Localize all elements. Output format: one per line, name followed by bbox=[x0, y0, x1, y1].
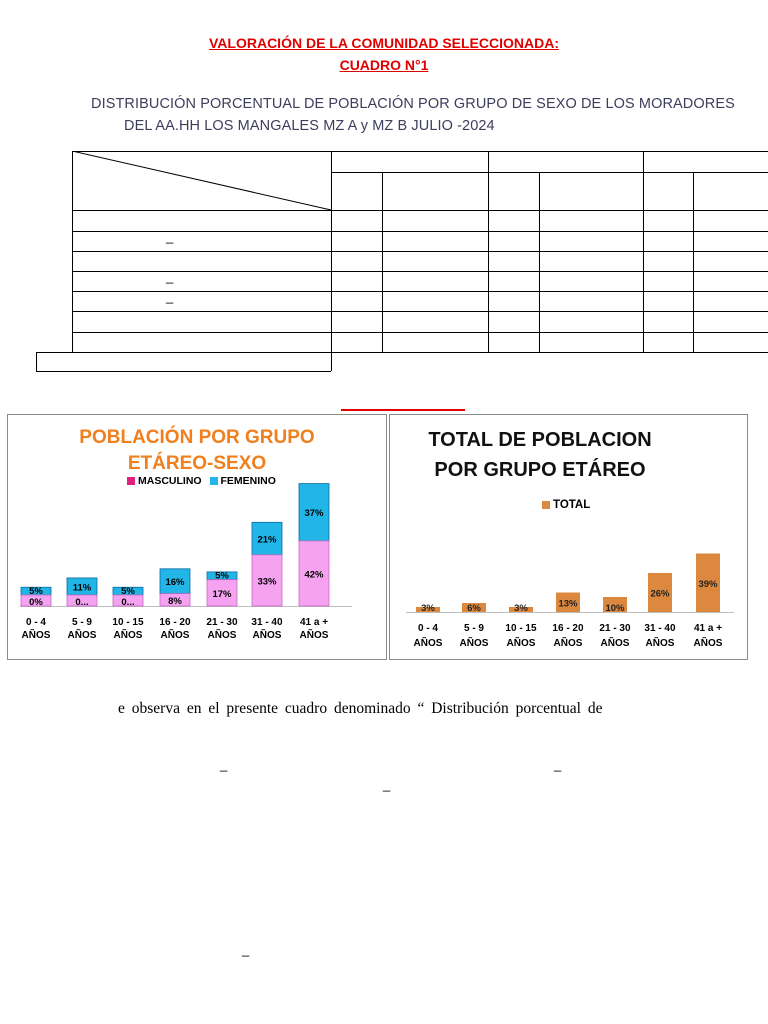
chart1-category-label: AÑOS bbox=[252, 630, 282, 641]
chart2-category-label: 16 - 20 bbox=[552, 623, 584, 634]
table-mark: _ bbox=[166, 269, 174, 284]
chart2-category-label: 5 - 9 bbox=[463, 623, 485, 634]
chart1-data-label-masculino: 33% bbox=[257, 576, 277, 588]
chart2-category-label: AÑOS bbox=[693, 638, 723, 649]
legend-item-femenino: FEMENINO bbox=[210, 475, 276, 487]
chart2-category-label: AÑOS bbox=[553, 638, 583, 649]
chart1-category-label: 21 - 30 bbox=[206, 617, 238, 628]
table-subtitle-line2: DEL AA.HH LOS MANGALES MZ A y MZ B JULIO -2024 bbox=[124, 118, 495, 134]
chart1-category-label: AÑOS bbox=[299, 630, 329, 641]
document-heading: VALORACIÓN DE LA COMUNIDAD SELECCIONADA: bbox=[209, 35, 559, 51]
chart2-title-line1: TOTAL DE POBLACION bbox=[428, 429, 652, 451]
legend-item-total: TOTAL bbox=[553, 499, 591, 511]
chart2-category-label: AÑOS bbox=[506, 638, 536, 649]
chart2-data-label-total: 6% bbox=[467, 603, 481, 614]
chart2-category-label: 31 - 40 bbox=[644, 623, 676, 634]
chart1-data-label-femenino: 37% bbox=[304, 508, 324, 520]
legend-item-masculino: MASCULINO bbox=[127, 475, 202, 487]
body-paragraph-line1: e observa en el presente cuadro denominado “ Distribución porcentual de bbox=[118, 700, 603, 717]
chart2-category-label: 21 - 30 bbox=[599, 623, 631, 634]
chart1-data-label-masculino: 0% bbox=[29, 597, 43, 608]
chart1-data-label-femenino: 5% bbox=[121, 586, 135, 597]
diagonal-header-cell bbox=[72, 151, 332, 211]
chart1-data-label-masculino: 0... bbox=[121, 597, 135, 608]
red-separator bbox=[341, 409, 465, 411]
chart1-data-label-femenino: 5% bbox=[29, 586, 43, 597]
chart1-category-label: AÑOS bbox=[160, 630, 190, 641]
chart2-category-label: 41 a + bbox=[693, 623, 723, 634]
chart1-category-label: 16 - 20 bbox=[159, 617, 191, 628]
chart1-data-label-masculino: 8% bbox=[168, 595, 182, 607]
chart2-data-label-total: 3% bbox=[421, 603, 435, 614]
body-mark: _ bbox=[383, 777, 391, 792]
chart2-data-label-total: 10% bbox=[605, 603, 625, 614]
body-mark: _ bbox=[554, 757, 562, 772]
chart1-data-label-femenino: 21% bbox=[257, 534, 277, 546]
chart1-category-label: 10 - 15 bbox=[112, 617, 144, 628]
chart1-category-label: AÑOS bbox=[207, 630, 237, 641]
chart2-data-label-total: 26% bbox=[650, 588, 670, 600]
chart2-title-line2: POR GRUPO ETÁREO bbox=[434, 459, 646, 481]
chart1-data-label-masculino: 17% bbox=[212, 588, 232, 600]
chart2-category-label: 10 - 15 bbox=[505, 623, 537, 634]
table-mark: _ bbox=[166, 289, 174, 304]
chart1-data-label-femenino: 11% bbox=[72, 582, 92, 594]
chart1-category-label: 41 a + bbox=[299, 617, 329, 628]
chart1-category-label: 5 - 9 bbox=[71, 617, 93, 628]
chart1-data-label-masculino: 42% bbox=[304, 569, 324, 581]
table-mark: _ bbox=[166, 229, 174, 244]
chart1-category-label: AÑOS bbox=[67, 630, 97, 641]
chart1-category-label: AÑOS bbox=[113, 630, 143, 641]
chart1-data-label-femenino: 16% bbox=[165, 577, 185, 589]
chart1-title-line2: ETÁREO-SEXO bbox=[127, 453, 267, 474]
body-mark: _ bbox=[220, 757, 228, 772]
chart2-data-label-total: 13% bbox=[558, 598, 578, 610]
chart-panel-sex bbox=[7, 414, 387, 660]
chart2-plot bbox=[390, 415, 747, 659]
chart2-category-label: AÑOS bbox=[413, 638, 443, 649]
chart1-category-label: AÑOS bbox=[21, 630, 51, 641]
chart1-category-label: 0 - 4 bbox=[25, 617, 47, 628]
chart2-category-label: AÑOS bbox=[459, 638, 489, 649]
table-number-heading: CUADRO N°1 bbox=[339, 57, 429, 73]
chart2-category-label: AÑOS bbox=[600, 638, 630, 649]
chart-panel-total bbox=[389, 414, 748, 660]
chart2-data-label-total: 39% bbox=[698, 578, 718, 590]
table-subtitle-line1: DISTRIBUCIÓN PORCENTUAL DE POBLACIÓN POR GRUPO DE SEXO DE LOS MORADORES bbox=[91, 96, 735, 112]
body-mark: _ bbox=[242, 942, 250, 957]
chart2-category-label: AÑOS bbox=[645, 638, 675, 649]
chart1-plot bbox=[8, 415, 386, 659]
chart2-data-label-total: 3% bbox=[514, 603, 528, 614]
chart1-category-label: 31 - 40 bbox=[251, 617, 283, 628]
chart2-category-label: 0 - 4 bbox=[417, 623, 439, 634]
chart1-data-label-masculino: 0... bbox=[75, 597, 89, 608]
chart1-title-line1: POBLACIÓN POR GRUPO bbox=[79, 427, 315, 448]
chart1-data-label-femenino: 5% bbox=[215, 570, 229, 582]
